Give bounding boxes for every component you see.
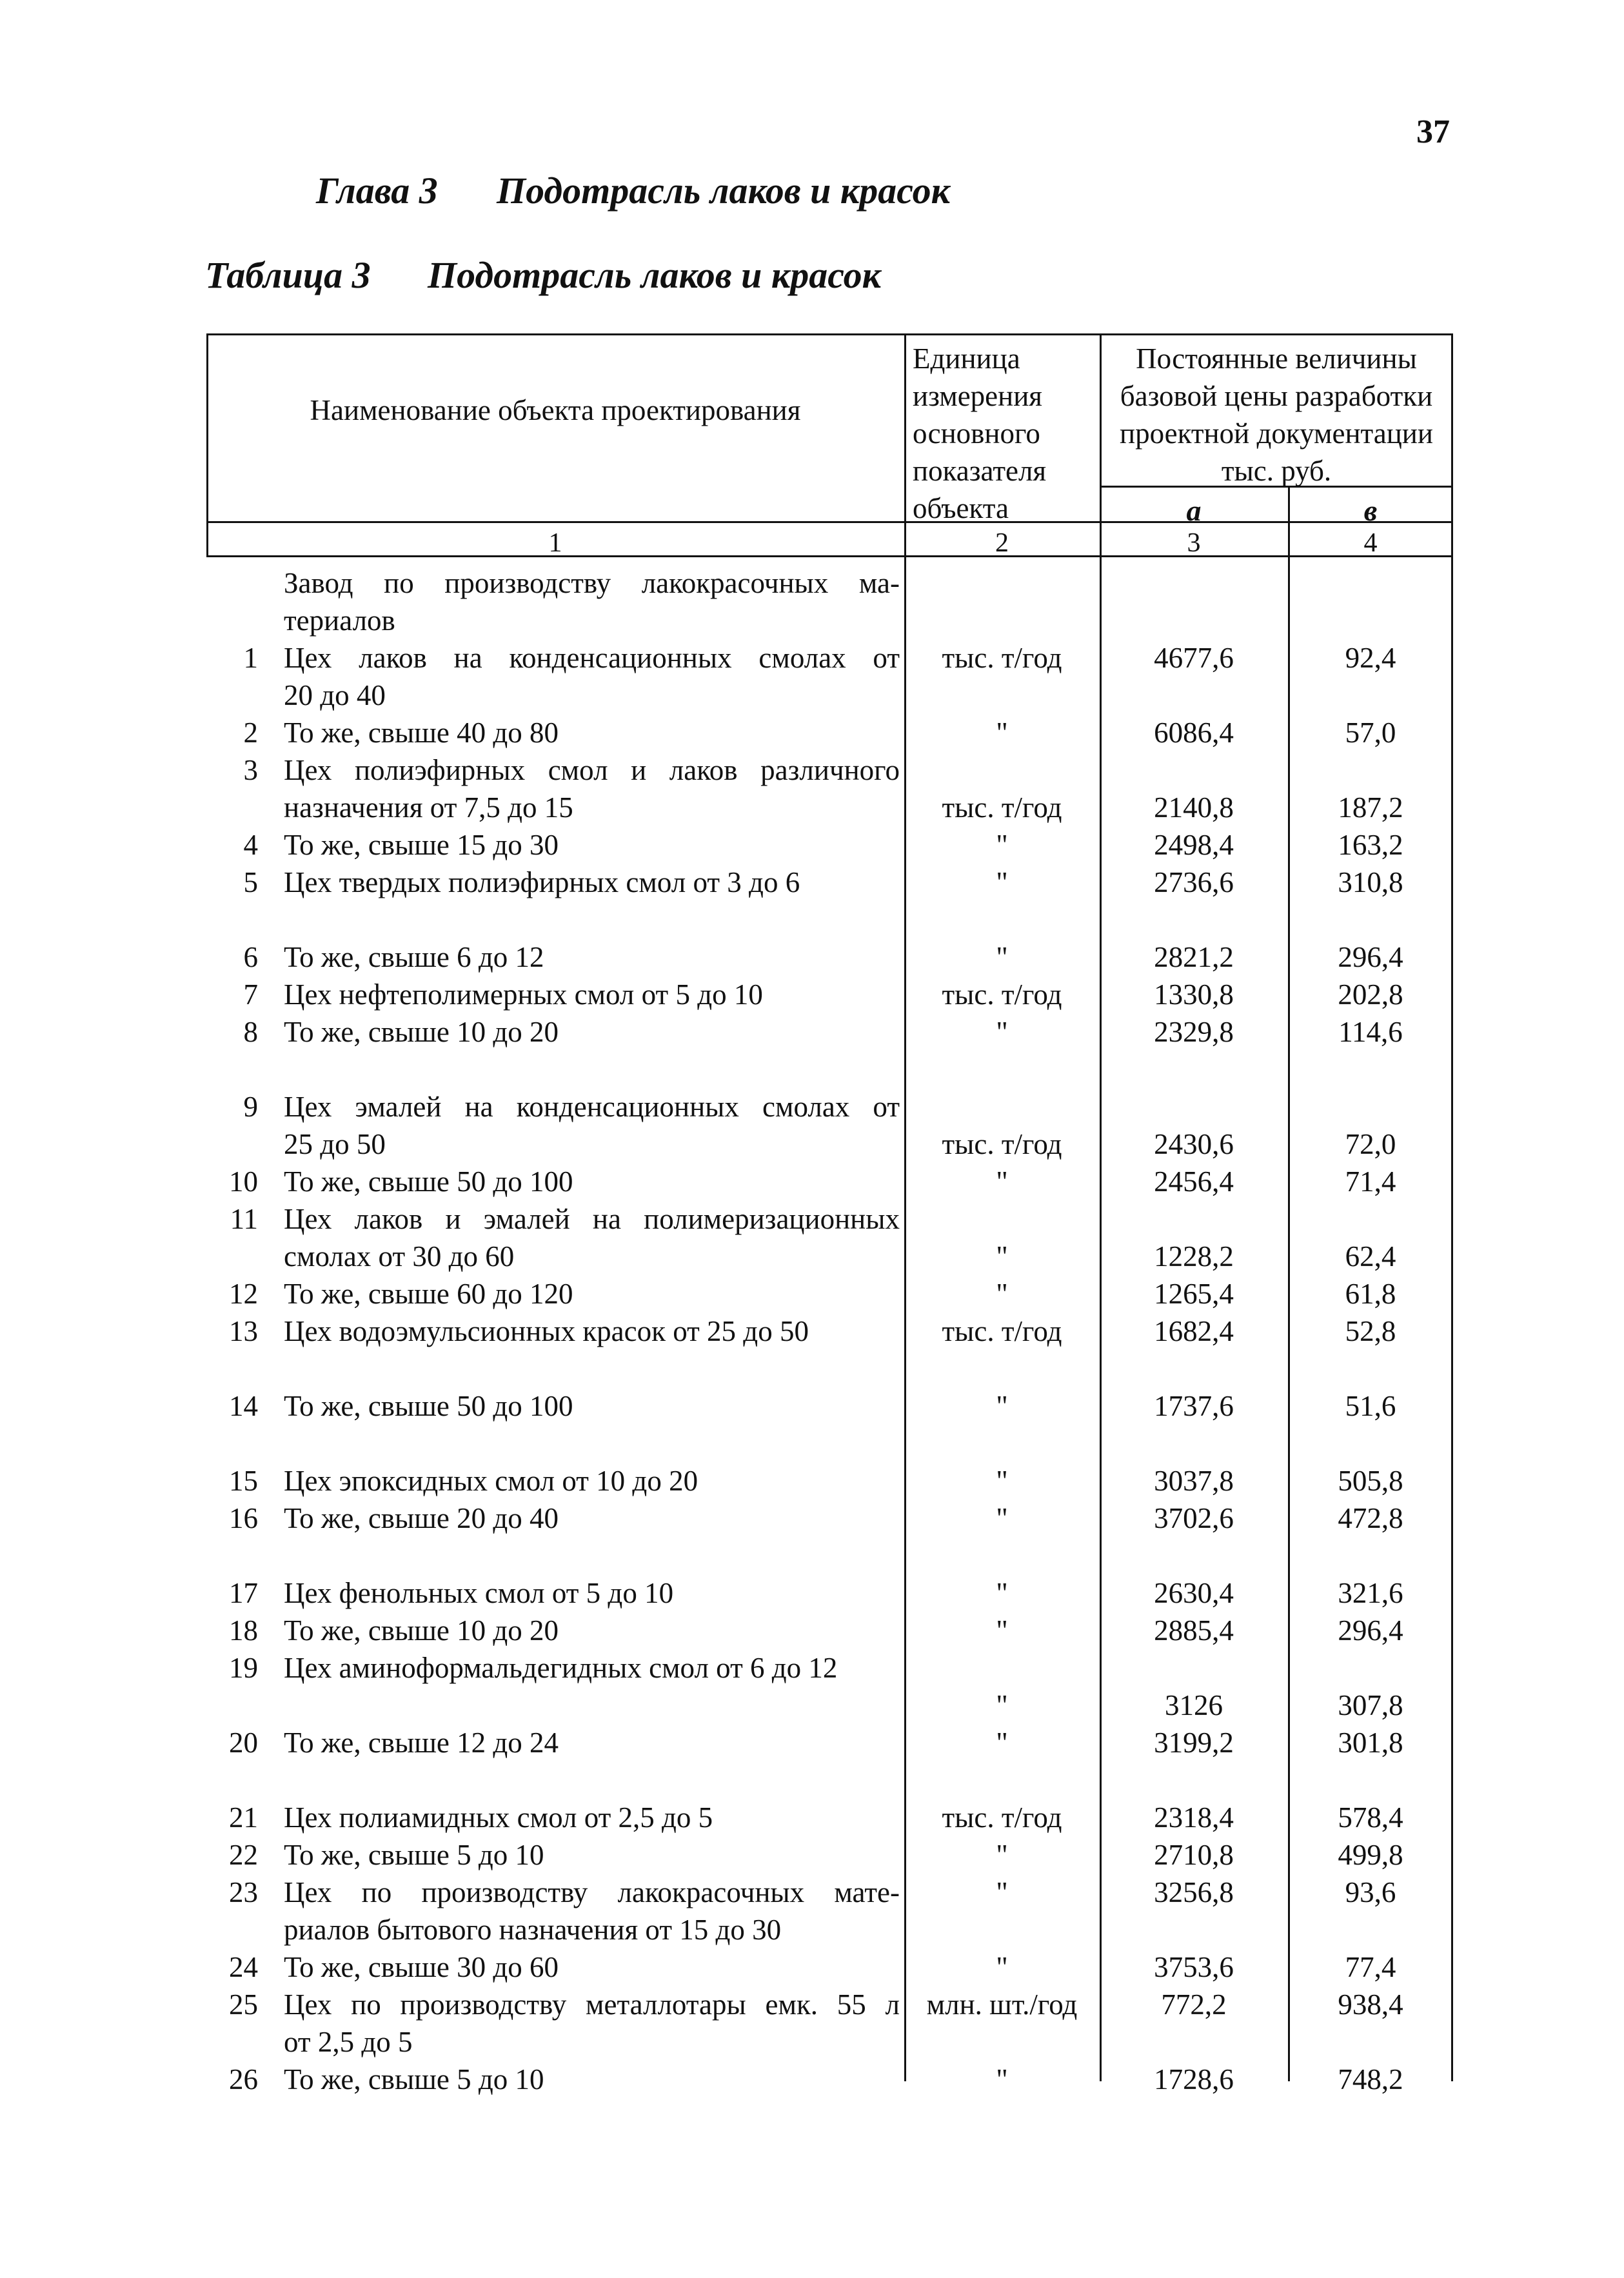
row-object-name (284, 639, 900, 714)
row-value-b: 296,4 (1338, 941, 1403, 973)
object-name-line: назначения от 7,5 до 15 (284, 791, 573, 824)
object-name-line: смолах от 30 до 60 (284, 1240, 515, 1273)
row-value-a: 772,2 (1161, 1988, 1227, 2021)
row-unit: " (996, 866, 1008, 898)
row-unit: " (996, 1876, 1008, 1908)
header-b: в (1363, 494, 1378, 527)
row-value-b: 163,2 (1338, 829, 1403, 861)
row-number: 2 (243, 717, 258, 749)
row-unit: тыс. т/год (942, 978, 1062, 1011)
object-name-line: Цех фенольных смол от 5 до 10 (284, 1577, 674, 1609)
row-value-b: 578,4 (1338, 1801, 1403, 1834)
row-value-a: 2430,6 (1154, 1128, 1234, 1160)
object-name-line: То же, свыше 10 до 20 (284, 1016, 559, 1048)
object-name-line: То же, свыше 15 до 30 (284, 829, 559, 861)
row-number: 3 (243, 754, 258, 786)
row-value-b: 321,6 (1338, 1577, 1403, 1609)
header-name: Наименование объекта проектирования (310, 394, 801, 426)
row-value-a: 3256,8 (1154, 1876, 1234, 1908)
row-value-b: 310,8 (1338, 866, 1403, 898)
row-value-b: 71,4 (1345, 1165, 1396, 1198)
row-number: 24 (229, 1951, 258, 1983)
row-value-a: 3199,2 (1154, 1727, 1234, 1759)
row-unit: " (996, 1689, 1008, 1721)
price-table (206, 333, 1453, 2095)
row-unit: " (996, 941, 1008, 973)
row-object-name (284, 1387, 900, 1425)
row-number: 5 (243, 866, 258, 898)
object-name-line: Цех эпоксидных смол от 10 до 20 (284, 1465, 698, 1497)
table-title: Подотрасль лаков и красок (428, 254, 881, 296)
header-a: а (1186, 494, 1202, 527)
row-value-b: 938,4 (1338, 1988, 1403, 2021)
row-object-name (284, 1986, 900, 2061)
row-value-a: 2736,6 (1154, 866, 1234, 898)
row-value-a: 2885,4 (1154, 1614, 1234, 1647)
row-unit: тыс. т/год (942, 642, 1062, 674)
row-object-name (284, 1799, 900, 1836)
object-name-line: То же, свыше 5 до 10 (284, 2063, 544, 2095)
row-value-a: 2140,8 (1154, 791, 1234, 824)
row-value-b: 57,0 (1345, 717, 1396, 749)
row-object-name (284, 1574, 900, 1612)
row-unit: " (996, 1165, 1008, 1198)
row-unit: млн. шт./год (926, 1988, 1078, 2021)
object-name-line: Цех полиэфирных смол и лаков различного (284, 754, 900, 786)
row-value-b: 472,8 (1338, 1502, 1403, 1534)
row-number: 1 (243, 642, 258, 674)
column-number-3: 3 (1187, 528, 1201, 558)
object-name-line: Цех полиамидных смол от 2,5 до 5 (284, 1801, 713, 1834)
row-object-name (284, 564, 900, 639)
row-unit: тыс. т/год (942, 1801, 1062, 1834)
object-name-line: Цех лаков на конденсационных смолах от (284, 642, 900, 674)
row-unit: " (996, 2063, 1008, 2095)
row-number: 12 (229, 1278, 258, 1310)
row-unit: " (996, 1839, 1008, 1871)
object-name-line: 25 до 50 (284, 1128, 386, 1160)
object-name-line: То же, свыше 5 до 10 (284, 1839, 544, 1871)
row-unit: " (996, 1577, 1008, 1609)
row-number: 9 (243, 1091, 258, 1123)
object-name-line: Цех твердых полиэфирных смол от 3 до 6 (284, 866, 800, 898)
row-unit: " (996, 1240, 1008, 1273)
row-number: 4 (243, 829, 258, 861)
table-caption (205, 253, 881, 297)
object-name-line: от 2,5 до 5 (284, 2026, 413, 2058)
row-object-name (284, 1500, 900, 1537)
row-unit: " (996, 1465, 1008, 1497)
row-object-name (284, 1948, 900, 1986)
table-left-border (206, 333, 208, 555)
row-object-name (284, 2061, 900, 2098)
row-value-a: 6086,4 (1154, 717, 1234, 749)
row-value-a: 4677,6 (1154, 642, 1234, 674)
row-value-b: 301,8 (1338, 1727, 1403, 1759)
object-name-line: Цех по производству металлотары емк. 55 л (284, 1988, 900, 2021)
row-value-b: 77,4 (1345, 1951, 1396, 1983)
row-value-b: 114,6 (1338, 1016, 1403, 1048)
column-number-2: 2 (995, 528, 1009, 558)
row-value-b: 61,8 (1345, 1278, 1396, 1310)
row-number: 19 (229, 1652, 258, 1684)
row-unit: " (996, 1390, 1008, 1422)
row-value-b: 307,8 (1338, 1689, 1403, 1721)
row-value-b: 52,8 (1345, 1315, 1396, 1347)
row-number: 8 (243, 1016, 258, 1048)
row-value-b: 505,8 (1338, 1465, 1403, 1497)
row-object-name (284, 938, 900, 976)
header-constants: Постоянные величины базовой цены разработки проектной документации тыс. руб. (1120, 342, 1433, 487)
row-value-a: 2498,4 (1154, 829, 1234, 861)
object-name-line: То же, свыше 50 до 100 (284, 1165, 573, 1198)
row-number: 18 (229, 1614, 258, 1647)
row-number: 22 (229, 1839, 258, 1871)
object-name-line: 20 до 40 (284, 679, 386, 711)
row-object-name (284, 1612, 900, 1649)
row-object-name (284, 864, 900, 901)
row-unit: " (996, 1727, 1008, 1759)
object-name-line: Цех водоэмульсионных красок от 25 до 50 (284, 1315, 809, 1347)
row-value-a: 3037,8 (1154, 1465, 1234, 1497)
row-value-a: 2329,8 (1154, 1016, 1234, 1048)
row-number: 20 (229, 1727, 258, 1759)
row-value-b: 499,8 (1338, 1839, 1403, 1871)
row-number: 23 (229, 1876, 258, 1908)
object-name-line: Цех лаков и эмалей на полимеризационных (284, 1203, 900, 1235)
row-object-name (284, 1275, 900, 1312)
row-number: 25 (229, 1988, 258, 2021)
row-number: 14 (229, 1390, 258, 1422)
row-object-name (284, 1200, 900, 1275)
object-name-line: Цех эмалей на конденсационных смолах от (284, 1091, 900, 1123)
object-name-line: Цех по производству лакокрасочных мате- (284, 1876, 900, 1908)
object-name-line: То же, свыше 12 до 24 (284, 1727, 559, 1759)
row-object-name (284, 1312, 900, 1350)
row-value-a: 1737,6 (1154, 1390, 1234, 1422)
row-unit: тыс. т/год (942, 1315, 1062, 1347)
table-label: Таблица 3 (205, 254, 371, 296)
page-number: 37 (1416, 114, 1450, 150)
row-value-a: 2630,4 (1154, 1577, 1234, 1609)
row-value-b: 92,4 (1345, 642, 1396, 674)
row-unit: " (996, 1951, 1008, 1983)
row-object-name (284, 751, 900, 826)
row-object-name (284, 1013, 900, 1051)
row-object-name (284, 976, 900, 1013)
row-value-a: 3702,6 (1154, 1502, 1234, 1534)
row-value-a: 2821,2 (1154, 941, 1234, 973)
row-number: 11 (230, 1203, 258, 1235)
object-name-line: То же, свыше 10 до 20 (284, 1614, 559, 1647)
row-value-b: 93,6 (1345, 1876, 1396, 1908)
row-value-a: 2456,4 (1154, 1165, 1234, 1198)
row-object-name (284, 1649, 900, 1687)
row-value-a: 1228,2 (1154, 1240, 1234, 1273)
object-name-line: териалов (284, 604, 395, 637)
row-value-b: 202,8 (1338, 978, 1403, 1011)
row-value-a: 1682,4 (1154, 1315, 1234, 1347)
object-name-line: Цех нефтеполимерных смол от 5 до 10 (284, 978, 763, 1011)
row-object-name (284, 1462, 900, 1500)
object-name-line: То же, свыше 60 до 120 (284, 1278, 573, 1310)
row-unit: " (996, 1614, 1008, 1647)
row-object-name (284, 1163, 900, 1200)
object-name-line: То же, свыше 40 до 80 (284, 717, 559, 749)
object-name-line: риалов бытового назначения от 15 до 30 (284, 1914, 782, 1946)
row-unit: тыс. т/год (942, 791, 1062, 824)
object-name-line: То же, свыше 30 до 60 (284, 1951, 559, 1983)
row-value-b: 748,2 (1338, 2063, 1403, 2095)
row-unit: " (996, 717, 1008, 749)
row-value-b: 296,4 (1338, 1614, 1403, 1647)
row-value-a: 1728,6 (1154, 2063, 1234, 2095)
object-name-line: То же, свыше 6 до 12 (284, 941, 544, 973)
row-value-a: 1265,4 (1154, 1278, 1234, 1310)
row-value-b: 187,2 (1338, 791, 1403, 824)
row-object-name (284, 1874, 900, 1948)
row-value-a: 2710,8 (1154, 1839, 1234, 1871)
row-value-b: 51,6 (1345, 1390, 1396, 1422)
row-object-name (284, 1724, 900, 1761)
row-value-a: 3753,6 (1154, 1951, 1234, 1983)
row-object-name (284, 1836, 900, 1874)
row-value-b: 62,4 (1345, 1240, 1396, 1273)
object-name-line: Завод по производству лакокрасочных ма- (284, 567, 900, 599)
row-number: 10 (229, 1165, 258, 1198)
chapter-label: Глава 3 (316, 170, 438, 212)
table-top-border (206, 333, 1453, 335)
row-number: 15 (229, 1465, 258, 1497)
row-unit: тыс. т/год (942, 1128, 1062, 1160)
row-unit: " (996, 1016, 1008, 1048)
row-value-a: 3126 (1165, 1689, 1223, 1721)
row-number: 26 (229, 2063, 258, 2095)
header-unit: Единица измерения основного показателя объекта (913, 342, 1047, 524)
object-name-line: Цех аминоформальдегидных смол от 6 до 12 (284, 1652, 838, 1684)
chapter-heading (316, 169, 950, 212)
row-unit: " (996, 829, 1008, 861)
object-name-line: То же, свыше 50 до 100 (284, 1390, 573, 1422)
chapter-title: Подотрасль лаков и красок (497, 170, 950, 212)
row-number: 7 (243, 978, 258, 1011)
row-value-b: 72,0 (1345, 1128, 1396, 1160)
column-number-1: 1 (548, 528, 562, 558)
row-value-a: 2318,4 (1154, 1801, 1234, 1834)
object-name-line: То же, свыше 20 до 40 (284, 1502, 559, 1534)
row-number: 21 (229, 1801, 258, 1834)
row-value-a: 1330,8 (1154, 978, 1234, 1011)
row-unit: " (996, 1502, 1008, 1534)
row-unit: " (996, 1278, 1008, 1310)
row-number: 13 (229, 1315, 258, 1347)
row-number: 17 (229, 1577, 258, 1609)
row-number: 16 (229, 1502, 258, 1534)
row-object-name (284, 826, 900, 864)
column-number-4: 4 (1363, 528, 1378, 558)
row-object-name (284, 714, 900, 751)
row-object-name (284, 1088, 900, 1163)
row-number: 6 (243, 941, 258, 973)
